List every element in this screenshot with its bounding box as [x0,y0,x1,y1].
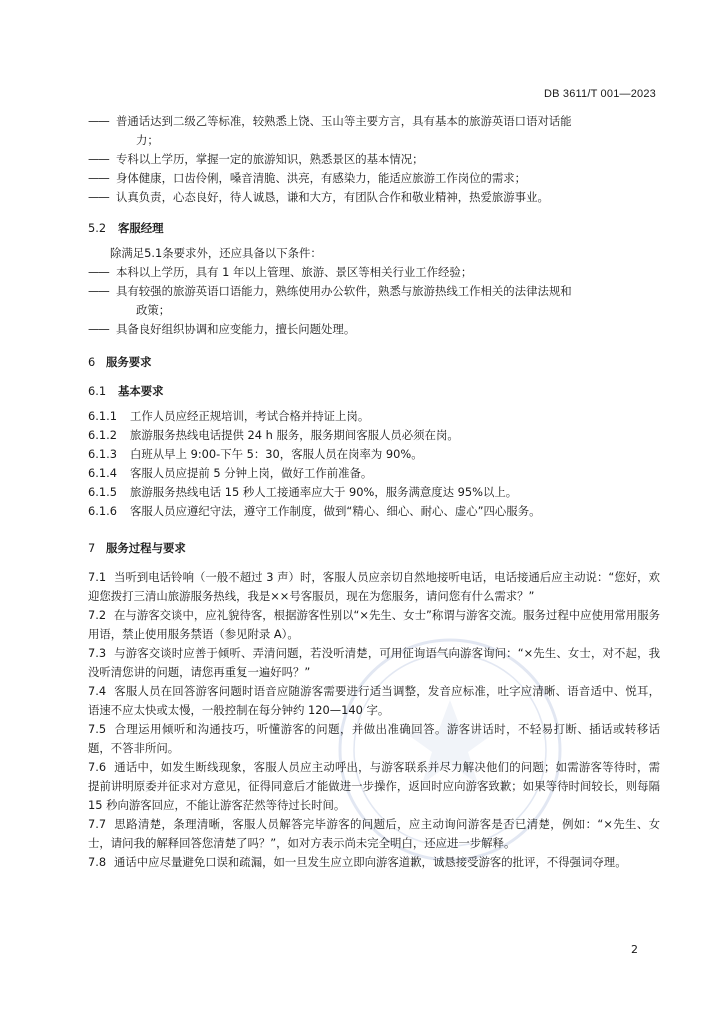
section-5-2-dash-item: —— 具有较强的旅游英语口语能力，熟练使用办公软件，熟悉与旅游热线工作相关的法律法规和 [88,282,660,301]
section-5-1-dash-item: —— 普通话达到二级乙等标准，较熟悉上饶、玉山等主要方言，具有基本的旅游英语口语对话能 [88,112,660,131]
section-5-2-intro: 除满足5.1条要求外，还应具备以下条件： [110,246,322,260]
clause-text: 旅游服务热线电话提供 24 h 服务，服务期间客服人员必须在岗。 [130,428,459,442]
clause-number: 6.1.3 [88,447,117,461]
page-number: 2 [631,943,638,956]
section-6-1-title: 基本要求 [118,384,164,398]
document-body [88,112,660,872]
section-5-1-tail [88,112,660,207]
clause-number: 7.8 [88,855,107,869]
section-5-1-dash-item: —— 认真负责，心态良好，待人诚恳，谦和大方，有团队合作和敬业精神，热爱旅游事业。 [88,188,660,207]
clause-number: 6.1.5 [88,485,117,499]
section-7-heading [88,539,660,558]
section-5-1-dash-item: —— 专科以上学历，掌握一定的旅游知识，熟悉景区的基本情况； [88,150,660,169]
clause-6-1-item [88,502,660,521]
clause-number: 7.5 [88,722,107,736]
clause-text: 通话中应尽量避免口误和疏漏，如一旦发生应立即向游客道歉，诚恳接受游客的批评，不得强词夺理。 [114,855,627,869]
clause-number: 6.1.1 [88,409,117,423]
clause-text: 思路清楚，条理清晰，客服人员解答完毕游客的问题后，应主动询问游客是否已清楚，例如：“×先生、女士，请问我的解释回答您清楚了吗？”，如对方表示尚未完全明白，还应进一步解释。 [88,817,660,850]
clause-7-item [88,758,660,815]
clause-number: 6.1.4 [88,466,117,480]
clause-6-1-item [88,407,660,426]
section-5-2-heading [88,219,660,238]
clause-number: 7.6 [88,760,107,774]
section-7-title: 服务过程与要求 [106,541,186,555]
clause-text: 客服人员应提前 5 分钟上岗，做好工作前准备。 [130,466,373,480]
clause-number: 7.4 [88,684,107,698]
clause-6-1-item [88,426,660,445]
clause-6-1-item [88,445,660,464]
clause-text: 与游客交谈时应善于倾听、弄清问题，若没听清楚，可用征询语气向游客询问：“×先生、女士，对不起，我没听清您讲的问题，请您再重复一遍好吗？” [88,646,660,679]
section-6-1-items [88,407,660,521]
section-5-2-dash-item-continuation: 政策； [136,303,171,317]
clause-7-item [88,720,660,758]
section-6-number: 6 [88,355,96,369]
clause-6-1-item [88,464,660,483]
section-5-1-dash-item: —— 身体健康，口齿伶俐，嗓音清脆、洪亮，有感染力，能适应旅游工作岗位的需求； [88,169,660,188]
clause-text: 旅游服务热线电话 15 秒人工接通率应大于 90%，服务满意度达 95%以上。 [130,485,518,499]
clause-7-item [88,853,660,872]
clause-number: 6.1.2 [88,428,117,442]
section-5-2-dash-item: —— 具备良好组织协调和应变能力，擅长问题处理。 [88,320,660,339]
clause-7-item [88,644,660,682]
section-5-1-dash-item-continuation: 力； [136,133,159,147]
section-5-2-title: 客服经理 [118,221,164,235]
clause-7-item [88,606,660,644]
document-code: DB 3611/T 001—2023 [543,88,656,100]
section-7-items [88,568,660,872]
clause-text: 通话中，如发生断线现象，客服人员应主动呼出，与游客联系并尽力解决他们的问题；如需游客等待时，需提前讲明原委并征求对方意见，征得同意后才能做进一步操作，返回时应向游客致歉；如果等待时间较长，则每隔 15 秒向游客回应，不能让游客茫然等待过长时间。 [88,760,660,812]
clause-6-1-item [88,483,660,502]
clause-text: 当听到电话铃响（一般不超过 3 声）时，客服人员应亲切自然地接听电话，电话接通后应主动说：“您好，欢迎您拨打三清山旅游服务热线，我是××号客服员，现在为您服务，请问您有什么需求？” [88,570,660,603]
clause-number: 7.2 [88,608,107,622]
section-6-heading [88,353,660,372]
clause-text: 合理运用倾听和沟通技巧，听懂游客的问题，并做出准确回答。游客讲话时，不轻易打断、插话或转移话题，不答非所问。 [88,722,660,755]
clause-text: 在与游客交谈中，应礼貌待客，根据游客性别以“×先生、女士”称谓与游客交流。服务过程中应使用常用服务用语，禁止使用服务禁语（参见附录 A）。 [88,608,660,641]
clause-number: 6.1.6 [88,504,117,518]
clause-number: 7.3 [88,646,107,660]
section-6-1-number: 6.1 [88,384,107,398]
clause-number: 7.7 [88,817,107,831]
clause-number: 7.1 [88,570,107,584]
section-7-number: 7 [88,541,96,555]
clause-7-item [88,815,660,853]
section-5-2-items [88,263,660,339]
section-6-1-heading [88,382,660,401]
clause-7-item [88,568,660,606]
clause-text: 客服人员应遵纪守法，遵守工作制度，做到“精心、细心、耐心、虚心”四心服务。 [130,504,541,518]
clause-text: 客服人员在回答游客问题时语音应随游客需要进行适当调整，发音应标准，吐字应清晰、语音适中、悦耳，语速不应太快或太慢，一般控制在每分钟约 120—140 字。 [88,684,660,717]
clause-7-item [88,682,660,720]
section-5-2-number: 5.2 [88,221,107,235]
clause-text: 工作人员应经正规培训，考试合格并持证上岗。 [130,409,370,423]
section-5-2-dash-item: —— 本科以上学历，具有 1 年以上管理、旅游、景区等相关行业工作经验； [88,263,660,282]
clause-text: 白班从早上 9:00-下午 5：30，客服人员在岗率为 90%。 [130,447,423,461]
section-6-title: 服务要求 [106,355,152,369]
